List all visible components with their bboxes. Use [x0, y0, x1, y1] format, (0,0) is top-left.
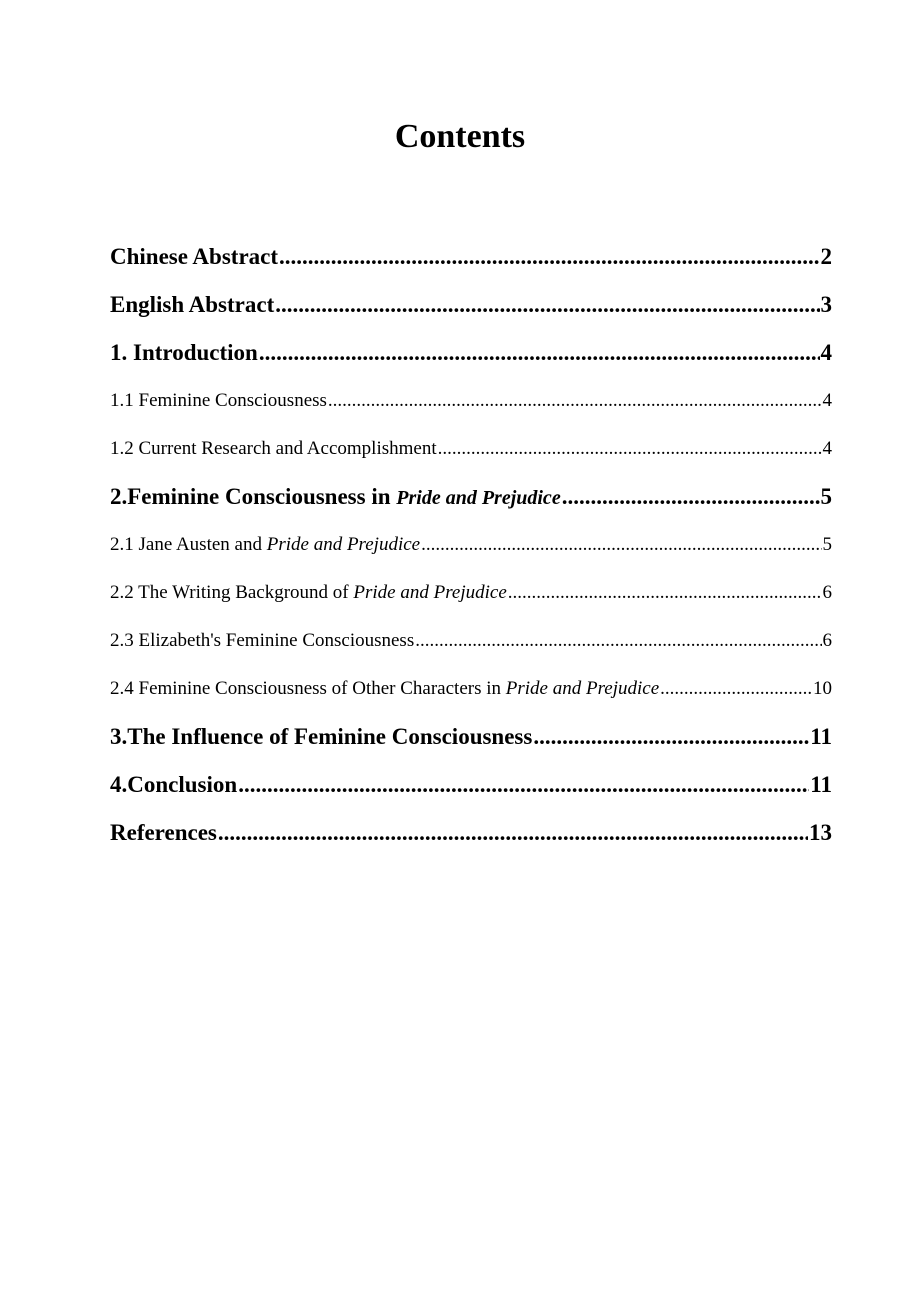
- toc-page-number: 5: [820, 484, 832, 509]
- toc-page-number: 3: [820, 292, 832, 317]
- toc-entry-label: 2.3 Elizabeth's Feminine Consciousness: [110, 630, 415, 651]
- dot-leader: [328, 377, 822, 425]
- book-title: Pride and Prejudice: [353, 582, 507, 603]
- toc-page-number: 4: [822, 438, 832, 459]
- dot-leader: [259, 329, 820, 377]
- page-title: Contents: [394, 118, 526, 155]
- toc-entry-label: 2.Feminine Consciousness in Pride and Prejudice: [110, 484, 561, 509]
- toc-entry-introduction[interactable]: [110, 329, 832, 377]
- toc-entry-2-4[interactable]: [110, 665, 832, 713]
- toc-entry-label: 2.1 Jane Austen and Pride and Prejudice: [110, 534, 421, 555]
- toc-page-number: 4: [820, 340, 832, 365]
- toc-entry-label: 1. Introduction: [110, 340, 258, 365]
- dot-leader: [533, 713, 809, 761]
- dot-leader: [218, 809, 808, 857]
- toc-entry-label: 1.2 Current Research and Accomplishment: [110, 438, 437, 459]
- toc-page-number: 11: [810, 772, 832, 797]
- toc-entry-label: 1.1 Feminine Consciousness: [110, 390, 327, 411]
- toc-page-number: 2: [820, 244, 832, 269]
- toc-entry-english-abstract[interactable]: [110, 281, 832, 329]
- toc-entry-label: 4.Conclusion: [110, 772, 238, 797]
- toc-entry-label: 2.2 The Writing Background of Pride and Prejudice: [110, 582, 507, 603]
- toc-page-number: 4: [822, 390, 832, 411]
- toc-entry-label: English Abstract: [110, 292, 275, 317]
- toc-entry-1-2[interactable]: [110, 425, 832, 473]
- toc-entry-chinese-abstract[interactable]: [110, 233, 832, 281]
- book-title: Pride and Prejudice: [266, 534, 421, 555]
- dot-leader: [438, 425, 822, 473]
- dot-leader: [238, 761, 809, 809]
- book-title: Pride and Prejudice: [505, 678, 660, 699]
- toc-entry-2-2[interactable]: [110, 569, 832, 617]
- toc-entry-label: References: [110, 820, 217, 845]
- dot-leader: [275, 281, 819, 329]
- toc-entry-label: 2.4 Feminine Consciousness of Other Characters in Pride and Prejudice: [110, 678, 660, 699]
- dot-leader: [508, 569, 822, 617]
- toc-page-number: 6: [822, 582, 832, 603]
- dot-leader: [562, 473, 820, 521]
- dot-leader: [660, 665, 812, 713]
- toc-entry-chapter-2[interactable]: [110, 473, 832, 521]
- toc-entry-chapter-3[interactable]: [110, 713, 832, 761]
- dot-leader: [421, 521, 821, 569]
- toc-entry-2-3[interactable]: [110, 617, 832, 665]
- toc-page-number: 5: [822, 534, 832, 555]
- book-title: Pride and Prejudice: [396, 487, 561, 509]
- toc-entry-2-1[interactable]: [110, 521, 832, 569]
- table-of-contents: [110, 233, 832, 857]
- toc-page-number: 11: [810, 724, 832, 749]
- toc-entry-label: 3.The Influence of Feminine Consciousness: [110, 724, 533, 749]
- toc-entry-conclusion[interactable]: [110, 761, 832, 809]
- dot-leader: [279, 233, 819, 281]
- toc-page-number: 10: [813, 678, 832, 699]
- toc-entry-label: Chinese Abstract: [110, 244, 279, 269]
- toc-page-number: 13: [809, 820, 832, 845]
- toc-entry-1-1[interactable]: [110, 377, 832, 425]
- toc-entry-references[interactable]: [110, 809, 832, 857]
- toc-page-number: 6: [822, 630, 832, 651]
- dot-leader: [415, 617, 821, 665]
